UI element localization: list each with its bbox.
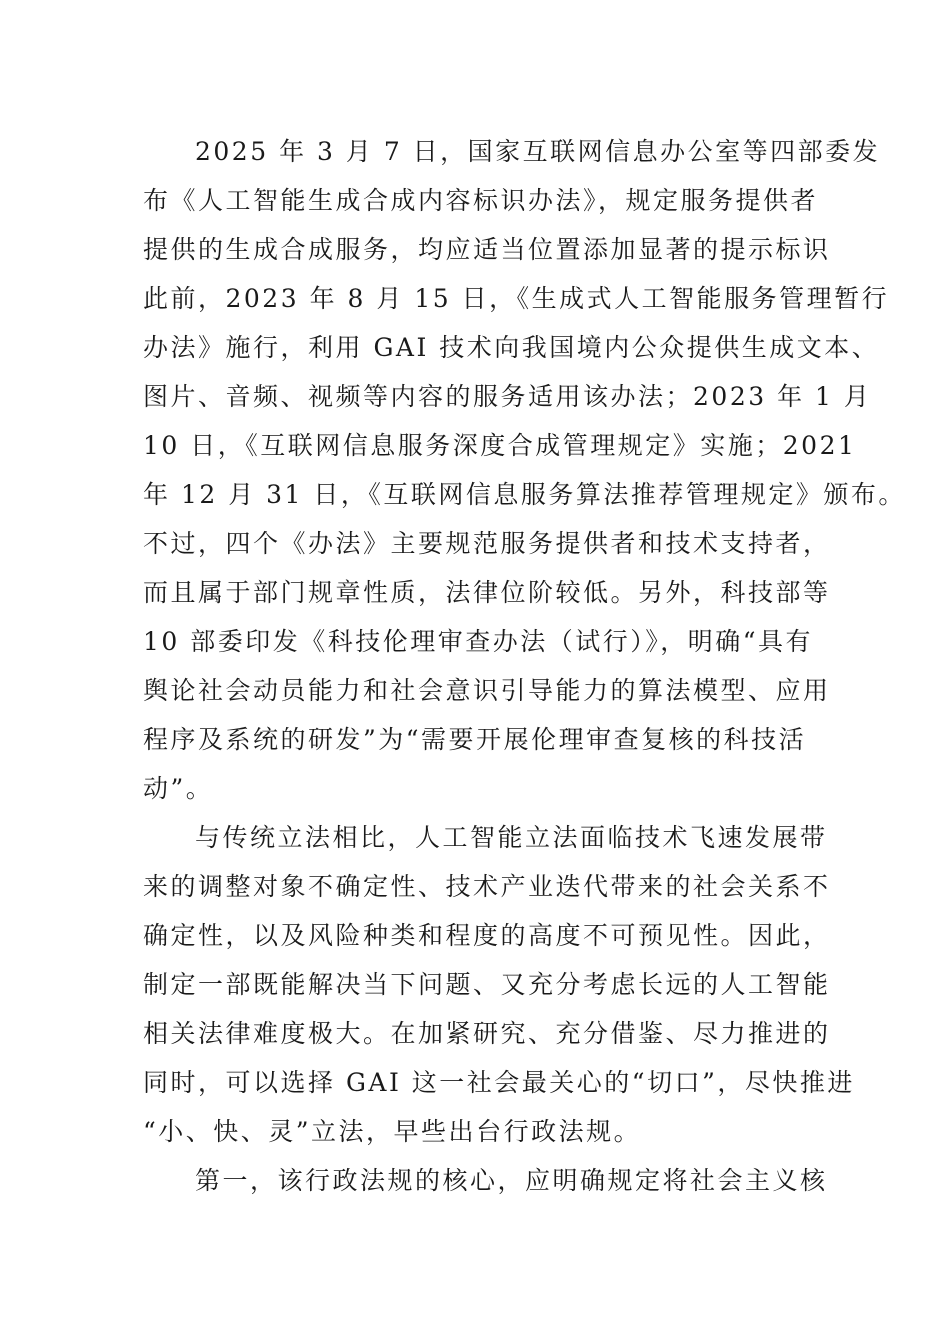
text-line: 10 日，《互联网信息服务深度合成管理规定》实施；2021 bbox=[143, 431, 857, 460]
text-line: 年 12 月 31 日，《互联网信息服务算法推荐管理规定》颁布。 bbox=[143, 480, 906, 509]
text-line: 制定一部既能解决当下问题、又充分考虑长远的人工智能 bbox=[143, 970, 831, 999]
text-line: 舆论社会动员能力和社会意识引导能力的算法模型、应用 bbox=[143, 676, 831, 705]
paragraph-3 bbox=[143, 1156, 828, 1205]
text-line: 提供的生成合成服务，均应适当位置添加显著的提示标识 bbox=[143, 235, 831, 264]
paragraph-2 bbox=[143, 813, 855, 1156]
text-line: 办法》施行，利用 GAI 技术向我国境内公众提供生成文本、 bbox=[143, 333, 880, 362]
text-line: 相关法律难度极大。在加紧研究、充分借鉴、尽力推进的 bbox=[143, 1019, 831, 1048]
text-line: 程序及系统的研发”为“需要开展伦理审查复核的科技活 bbox=[143, 725, 807, 754]
text-line: 同时，可以选择 GAI 这一社会最关心的“切口”，尽快推进 bbox=[143, 1068, 855, 1097]
text-line: 2025 年 3 月 7 日，国家互联网信息办公室等四部委发 bbox=[195, 137, 881, 166]
text-line: 10 部委印发《科技伦理审查办法（试行）》，明确“具有 bbox=[143, 627, 814, 656]
text-line: 与传统立法相比，人工智能立法面临技术飞速发展带 bbox=[195, 823, 828, 852]
text-line: 来的调整对象不确定性、技术产业迭代带来的社会关系不 bbox=[143, 872, 831, 901]
text-line: 图片、音频、视频等内容的服务适用该办法；2023 年 1 月 bbox=[143, 382, 872, 411]
text-line: 确定性，以及风险种类和程度的高度不可预见性。因此， bbox=[143, 921, 831, 950]
paragraph-1 bbox=[143, 127, 906, 813]
text-line: 不过，四个《办法》主要规范服务提供者和技术支持者， bbox=[143, 529, 831, 558]
text-line: 此前，2023 年 8 月 15 日，《生成式人工智能服务管理暂行 bbox=[143, 284, 890, 313]
text-line: 第一，该行政法规的核心，应明确规定将社会主义核 bbox=[195, 1166, 828, 1195]
document-body bbox=[143, 127, 906, 1205]
text-line: 而且属于部门规章性质，法律位阶较低。另外，科技部等 bbox=[143, 578, 831, 607]
text-line: “小、快、灵”立法，早些出台行政法规。 bbox=[143, 1117, 642, 1146]
text-line: 布《人工智能生成合成内容标识办法》，规定服务提供者 bbox=[143, 186, 819, 215]
text-line: 动”。 bbox=[143, 774, 214, 803]
